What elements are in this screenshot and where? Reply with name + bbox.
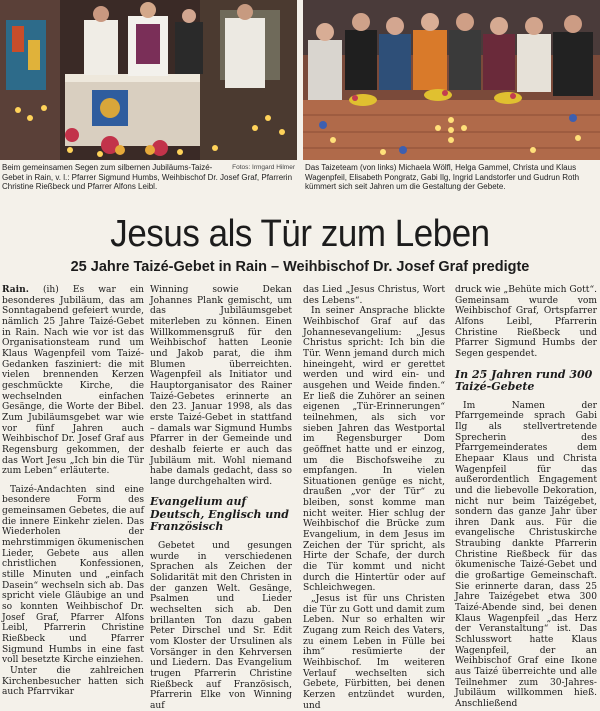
photo-credit: Fotos: Irmgard Hilmer [232,164,295,171]
paragraph: In seiner Ansprache blickte Weihbischof Graf auf das Johannesevangelium: „Jesus Christus spricht: Ich bin die Tür. Wenn jemand durch mich hineingeht, wird er gerettet werden und wird ein- und ausgehen und Weide finden.“ Er ließ die Zuhörer an seinen eigenen „Tür-Erinnerungen“ teilnehmen, als sich vor sieben Jahren das Westportal im Regensburger Dom geöffnet hatte und er einzog, um die Bischofsweihe zu empfangen. In vielen Situationen genüge es nicht, draußen „vor der Tür“ zu bleiben, sonst komme man nicht weiter. Hier schlug der Weihbischof die Brücke zum Evangelium, in dem Jesus im Zeichen der Tür spricht, als Hirte der Schafe, der durch die Tür kommt und nicht durch die Hintertür oder auf Schleichwegen. [303,306,445,594]
paragraph: das Lied „Jesus Christus, Wort des Lebens“. [303,285,445,306]
caption-right-text: Das Taizeteam (von links) Michaela Wölfl, Helga Gammel, Christa und Klaus Wagenpfeil, Elisabeth Pongratz, Gabi Ilg, Ingrid Landstorfer und Gudrun Roth kümmert sich seit Jahren um die Gestaltung der Gebete. [305,163,580,192]
article-column-2 [150,285,292,711]
photo-taize-team [303,0,600,160]
article-subheadline: 25 Jahre Taizé-Gebet in Rain – Weihbischof Dr. Josef Graf predigte [70,259,530,275]
paragraph: Im Namen der Pfarrgemeinde sprach Gabi Ilg als stellvertretende Sprecherin des Pfarrgemeinderates dem Ehepaar Klaus und Christa Wagenpfeil für das außerordentlich Engagement und die liebevolle Dekoration, nicht nur beim Taizégebet, sondern das ganze Jahr über ihren Dank aus. Für die evangelische Christuskirche Straubing dankte Pfarrerin Christine Rießbeck für das ökumenische Taizé-Gebet und die großartige Gemeinschaft. Sie erinnerte daran, dass 25 Jahre Taizégebet etwa 300 Taizé-Abende sind, bei denen Klaus Wagenpfeil „das Herz der Veranstaltung“ ist. Das Schlusswort hatte Klaus Wagenpfeil, der an Weihbischof Graf eine Ikone aus Taizé überreichte und alle Teilnehmer zum 30-Jahres-Jubiläum willkommen hieß. Anschließend [455,400,597,709]
paragraph: Unter die zahlreichen Kirchenbesucher hatten sich auch Pfarrvikar [2,665,144,698]
article-column-3 [303,285,445,711]
caption-left-text: Beim gemeinsamen Segen zum silbernen Jubiläums-Taizé-Gebet in Rain, v. l.: Pfarrer Sigmund Humbs, Weihbischof Dr. Josef Graf, Pfarrerin Christine Rießbeck und Pfarrer Alfons Leibl. [2,163,293,192]
article-column-1 [2,285,144,698]
paragraph: Rain. (ih) Es war ein besonderes Jubiläum, das am Sonntagabend gefeiert wurde, nämlich 25 Jahre Taizé-Gebet in Rain. Nach wie vor ist das Organisationsteam rund um Klaus Wagenpfeil vom Taizé-Gedanken fasziniert: die mit vielen brennenden Kerzen geschmückte Kirche, die wechselnden einfachen Gesänge, die Worte der Bibel. Zum Jubiläumsgebet war wie vor fünf Jahren auch Weihbischof Dr. Josef Graf aus Regensburg gekommen, der das Wort Jesu „Ich bin die Tür zum Leben“ erläuterte. [2,284,144,477]
section-subhead: Evangelium auf Deutsch, Englisch und Französisch [150,495,289,534]
photo-caption-left [2,163,295,192]
photo-caption-right [305,163,598,192]
paragraph: Taizé-Andachten sind eine besondere Form des gemeinsamen Gebetes, die auf die innere Einkehr zielen. Das Wiederholen der mehrstimmigen ökumenischen Lieder, Gebete aus allen christlichen Konfessionen, stille Minuten und „einfach Dasein“ wechseln sich ab. Das spricht viele Gläubige an und so konnten Weihbischof Dr. Josef Graf, Pfarrer Alfons Leibl, Pfarrerin Christine Rießbeck und Pfarrer Sigmund Humbs in eine fast voll besetzte Kirche einziehen. [2,484,145,666]
dateline: Rain. [2,284,29,295]
photo-altar-blessing [0,0,297,160]
article-headline: Jesus als Tür zum Leben [110,213,490,255]
paragraph: Winning sowie Dekan Johannes Plank gemischt, um das Jubiläumsgebet miterleben zu können. Einen Willkommensgruß für den Weihbischof hatten Leonie und Jakob parat, die ihm Blumen überreichten. Wagenpfeil als Initiator und Hauptorganisator des Rainer Taizé-Gebetes erinnerte an den 23. Januar 1998, als das erste Taizé-Gebet in stattfand – damals war Sigmund Humbs Pfarrer in der Gemeinde und deshalb feierte er auch das Jubiläum mit. Wohl niemand habe damals gedacht, dass so lange durchgehalten wird. [150,285,292,487]
section-subhead: In 25 Jahren rund 300 Taizé-Gebete [455,367,593,394]
paragraph: Gebetet und gesungen wurde in verschiedenen Sprachen als Zeichen der Solidarität mit den Christen in der ganzen Welt. Gesänge, Psalmen und Lieder wechselten sich ab. Den brillanten Ton dazu gaben Peter Dirschel und Sr. Edit vom Kloster der Ursulinen als Vorsänger in den Kehrversen und Liedern. Das Evangelium trugen Pfarrerin Christine Rießbeck auf Französisch, Pfarrerin Elke von Winning auf [150,540,292,711]
paragraph: druck wie „Behüte mich Gott“. Gemeinsam wurde vom Weihbischof Graf, Ortspfarrer Alfons Leibl, Pfarrerin Christine Rießbeck und Pfarrer Sigmund Humbs der Segen gespendet. [455,285,597,359]
article-column-4 [455,285,597,710]
paragraph: „Jesus ist für uns Christen die Tür zu Gott und damit zum Leben. Nur so erhalten wir Zugang zum Reich des Vaters, zu einem Leben in Fülle bei ihm“ resümierte der Weihbischof. Im weiteren Verlauf wechselten sich Gebete, Fürbitten, bei denen Kerzen entzündet wurden, und [303,594,445,711]
